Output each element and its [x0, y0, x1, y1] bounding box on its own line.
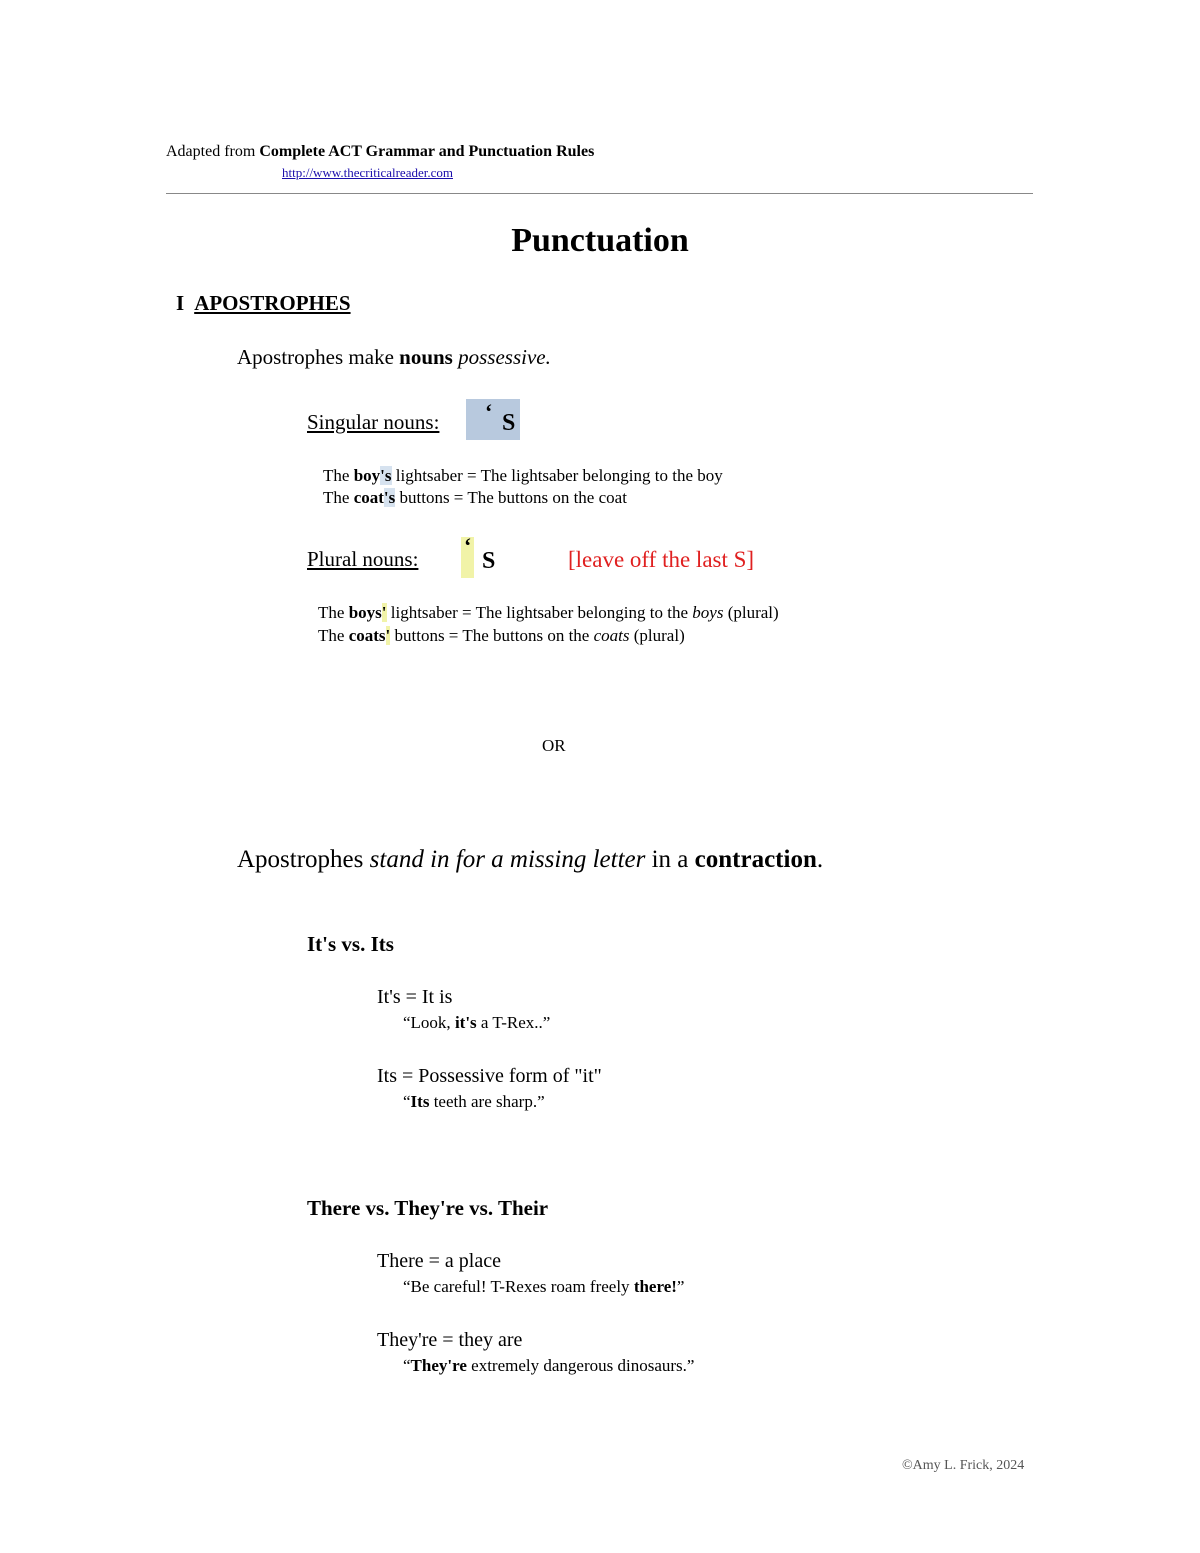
intro-italic: possessive. [458, 345, 551, 369]
its-quote-1 [403, 1013, 550, 1033]
ex-noun: boys [348, 603, 382, 622]
singular-label: Singular nouns: [307, 410, 440, 434]
there-quote-2 [403, 1356, 694, 1376]
ex-rest: buttons = The buttons on the coat [395, 488, 627, 507]
there-definition-1: There = a place [377, 1250, 501, 1272]
ex-the: The [318, 626, 345, 645]
its-heading: It's vs. Its [307, 932, 394, 956]
quote-pre: “Be careful! T-Rexes roam freely [403, 1277, 630, 1296]
section-name: APOSTROPHES [194, 291, 351, 315]
quote-post: a T-Rex..” [480, 1013, 551, 1032]
contraction-intro [237, 846, 823, 874]
ex-italic: boys [692, 603, 724, 622]
ex-the: The [323, 488, 350, 507]
contraction-end: . [816, 846, 824, 873]
source-link[interactable]: http://www.thecriticalreader.com [282, 165, 453, 180]
quote-post: extremely dangerous dinosaurs.” [471, 1356, 695, 1375]
quote-pre: “ [403, 1356, 411, 1375]
ex-apos: 's [380, 466, 392, 485]
ex-end: (plural) [723, 603, 779, 622]
page-title: Punctuation [511, 222, 689, 259]
singular-apostrophe-mark: ‘ [485, 399, 493, 424]
book-title: Complete ACT Grammar and Punctuation Rules [259, 143, 595, 160]
its-definition-2: Its = Possessive form of "it" [377, 1065, 602, 1087]
ex-mid: buttons = The buttons on the [390, 626, 594, 645]
plural-label: Plural nouns: [307, 547, 419, 571]
there-quote-1 [403, 1277, 684, 1297]
quote-post: ” [676, 1277, 685, 1296]
plural-note: [leave off the last S] [568, 547, 755, 572]
contraction-mid: in a [651, 846, 689, 873]
ex-mid: lightsaber = The lightsaber belonging to the [386, 603, 693, 622]
quote-pre: “ [403, 1092, 411, 1111]
there-definition-2: They're = they are [377, 1329, 523, 1351]
quote-bold: there! [633, 1277, 677, 1296]
quote-post: teeth are sharp.” [433, 1092, 545, 1111]
ex-the: The [323, 466, 350, 485]
contraction-bold: contraction [694, 846, 817, 873]
copyright-footer: ©Amy L. Frick, 2024 [902, 1458, 1025, 1473]
quote-pre: “Look, [403, 1013, 451, 1032]
ex-italic: coats [593, 626, 630, 645]
source-attribution [166, 143, 594, 161]
adapted-from-text: Adapted from [166, 143, 256, 160]
plural-example-2 [318, 626, 685, 646]
section-number: I [176, 291, 185, 315]
ex-noun: coats [348, 626, 386, 645]
ex-end: (plural) [629, 626, 685, 645]
quote-bold: Its [410, 1092, 430, 1111]
its-definition-1: It's = It is [377, 986, 453, 1008]
or-divider-text: OR [542, 736, 566, 755]
section-heading [176, 291, 351, 316]
there-heading: There vs. They're vs. Their [307, 1196, 549, 1220]
quote-bold: They're [410, 1356, 467, 1375]
contraction-pre: Apostrophes [237, 846, 364, 873]
its-quote-2 [403, 1092, 545, 1112]
quote-bold: it's [454, 1013, 477, 1032]
intro-bold: nouns [399, 345, 453, 369]
contraction-italic: stand in for a missing letter [369, 846, 646, 873]
header-divider [166, 193, 1033, 194]
ex-rest: lightsaber = The lightsaber belonging to the boy [391, 466, 723, 485]
possessive-intro [237, 345, 551, 370]
ex-apos: 's [383, 488, 396, 507]
plural-apostrophe-mark: ‘ [464, 533, 472, 558]
intro-text: Apostrophes make [237, 345, 394, 369]
ex-apos: ' [385, 626, 391, 645]
ex-the: The [318, 603, 345, 622]
ex-noun: boy [353, 466, 381, 485]
singular-s-mark: S [502, 410, 516, 436]
plural-example-1 [318, 603, 779, 623]
ex-apos: ' [381, 603, 387, 622]
plural-s-mark: S [482, 548, 496, 574]
ex-noun: coat [353, 488, 384, 507]
singular-example-1 [323, 466, 723, 486]
singular-example-2 [323, 488, 627, 508]
